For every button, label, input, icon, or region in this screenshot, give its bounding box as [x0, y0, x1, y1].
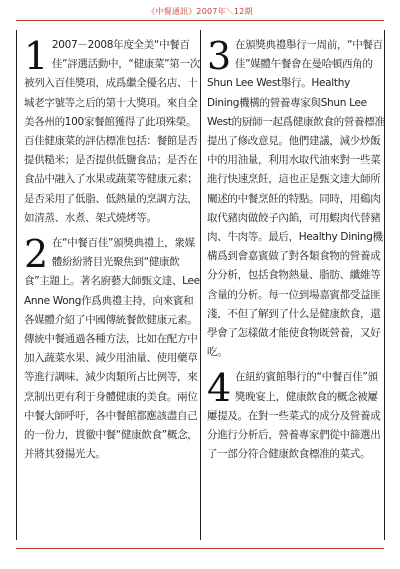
section-number: 2 [24, 232, 48, 277]
section-1 [24, 36, 202, 228]
section-2 [24, 234, 202, 464]
section-text: 在紐約賓館舉行的“中餐百佳”頒獎晚宴上，健康飲食的概念被屢屢提及。在對一些菜式的成分及營養成分進行分析后，營養專家們從中篩選出了一部分符合健康飲食標准的菜式。 [207, 371, 381, 461]
section-text: 在頒獎典禮舉行一周前，“中餐百佳”媒體午餐會在曼哈頓西角的Shun Lee West舉行。Healthy Dining機構的營養專家與Shun Lee West的厨師一起爲健康飲食的營養標准提出了修改意見。他們建議，減少炒飯中的用油量，利用水取代油來對一些菜進行快速烹飪，這也正是甄文達大師所闡述的中餐烹飪的特點。同時，用鷄肉取代豬肉做餃子內餡，可用蝦肉代替豬肉、牛肉等。最后，Healthy Dining機構爲到會嘉賓做了對各類食物的營養成分分析，包括食物熱量、脂肪、纖維等含量的分析。每一位到場嘉賓都受益匪淺，不但了解到了什么是健康飲食，還學會了怎樣做才能使食物既營養，又好吃。 [207, 39, 385, 359]
section-text: 2007－2008年度全美“中餐百佳”評選活動中，“健康菜”第一次被列入百佳獎項，成爲繼全優名店、十城老字號等之后的第十大獎項。來自全美各州的100家餐館獲得了此項殊榮。百佳健康菜的評估標准包括：餐館是否提供糙米；是否提供低鹽食品；是否在食品中融入了水果或蔬菜等健康元素；是否采用了低脂、低熱量的烹調方法，如清蒸、水煮、架式燒烤等。 [24, 39, 200, 224]
right-column [207, 36, 385, 470]
header-rule [16, 20, 384, 21]
section-3 [207, 36, 385, 362]
section-4 [207, 368, 385, 464]
section-text: 在“中餐百佳”頒獎典禮上，衆媒體紛紛將目光聚焦到“健康飲食”主題上。著名廚藝大師甄文達、Lee Anne Wong作爲典禮主持，向來賓和各媒體介紹了中國傳統餐飲健康元素。傳統中餐通過各種方法，比如在配方中加入蔬菜水果、減少用油量、使用藥草等進行調味、減少肉類所占比例等，來烹制出更有利于身體健康的美食。兩位中餐大師呼吁，各中餐館都應該盡自己的一份力，貫徹中餐“健康飲食”概念，并將其發揚光大。 [24, 237, 200, 461]
page-header: 《中餐通訊》2007年＼12期 [147, 7, 253, 16]
left-border-line [16, 30, 17, 540]
left-column [24, 36, 202, 470]
section-number: 3 [207, 34, 231, 78]
section-number: 1 [24, 34, 48, 78]
section-number: 4 [207, 366, 231, 411]
footer-rule [16, 548, 384, 549]
